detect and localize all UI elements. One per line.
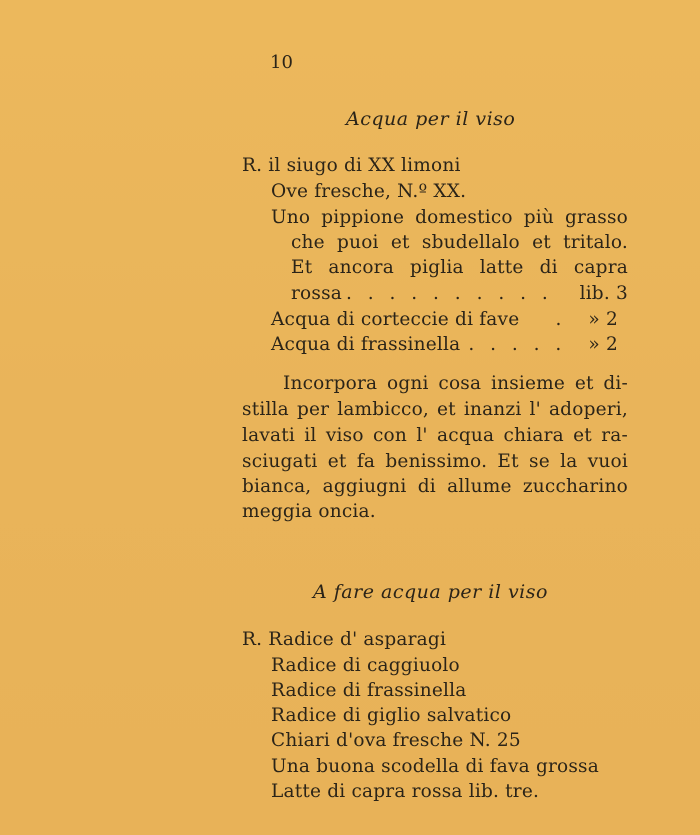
leader-dots: . . . . . . . . . . (346, 283, 553, 304)
recipe-r-line: R. il siugo di XX limoni (242, 155, 461, 176)
leader-dots: . . . . . (468, 334, 567, 355)
ingredient-quantity: » 2 (588, 309, 618, 330)
paragraph-line: meggia oncia. (242, 501, 376, 522)
ingredient-quantity: » 2 (588, 334, 618, 355)
ingredient-line: Latte di capra rossa lib. tre. (271, 781, 540, 802)
ingredient-label: Acqua di corteccie di fave (271, 309, 520, 330)
paragraph-line: bianca, aggiugni di allume zuccharino (242, 476, 628, 497)
ingredient-row (271, 334, 618, 355)
ingredient-row (271, 309, 618, 330)
recipe-r-line: R. Radice d' asparagi (242, 629, 447, 650)
recipe-title-a-fare-acqua-per-il-viso: A fare acqua per il viso (313, 581, 548, 603)
paragraph-line: stilla per lambicco, et inanzi l' adoperi, (242, 399, 628, 420)
ingredient-line: Una buona scodella di fava grossa (271, 756, 599, 777)
ingredient-line: Ove fresche, N.º XX. (271, 181, 467, 202)
ingredient-line: Et ancora piglia latte di capra (291, 257, 628, 278)
page-number: 10 (270, 52, 293, 73)
recipe-title-acqua-per-il-viso: Acqua per il viso (346, 108, 516, 130)
ingredient-quantity: lib. 3 (579, 283, 628, 304)
ingredient-line: Chiari d'ova fresche N. 25 (271, 730, 521, 751)
ingredient-line: Radice di giglio salvatico (271, 705, 512, 726)
ingredient-line: Uno pippione domestico più grasso (271, 207, 628, 228)
paragraph-line: lavati il viso con l' acqua chiara et ra- (242, 425, 628, 446)
ingredient-line: Radice di frassinella (271, 680, 467, 701)
ingredient-row (291, 283, 628, 304)
paragraph-line: sciugati et fa benissimo. Et se la vuoi (242, 451, 628, 472)
leader-dots: . (555, 309, 567, 330)
ingredient-label: rossa (291, 283, 342, 304)
ingredient-label: Acqua di frassinella (271, 334, 461, 355)
paragraph-line: Incorpora ogni cosa insieme et di- (283, 373, 628, 394)
ingredient-line: Radice di caggiuolo (271, 655, 460, 676)
ingredient-line: che puoi et sbudellalo et tritalo. (291, 232, 628, 253)
